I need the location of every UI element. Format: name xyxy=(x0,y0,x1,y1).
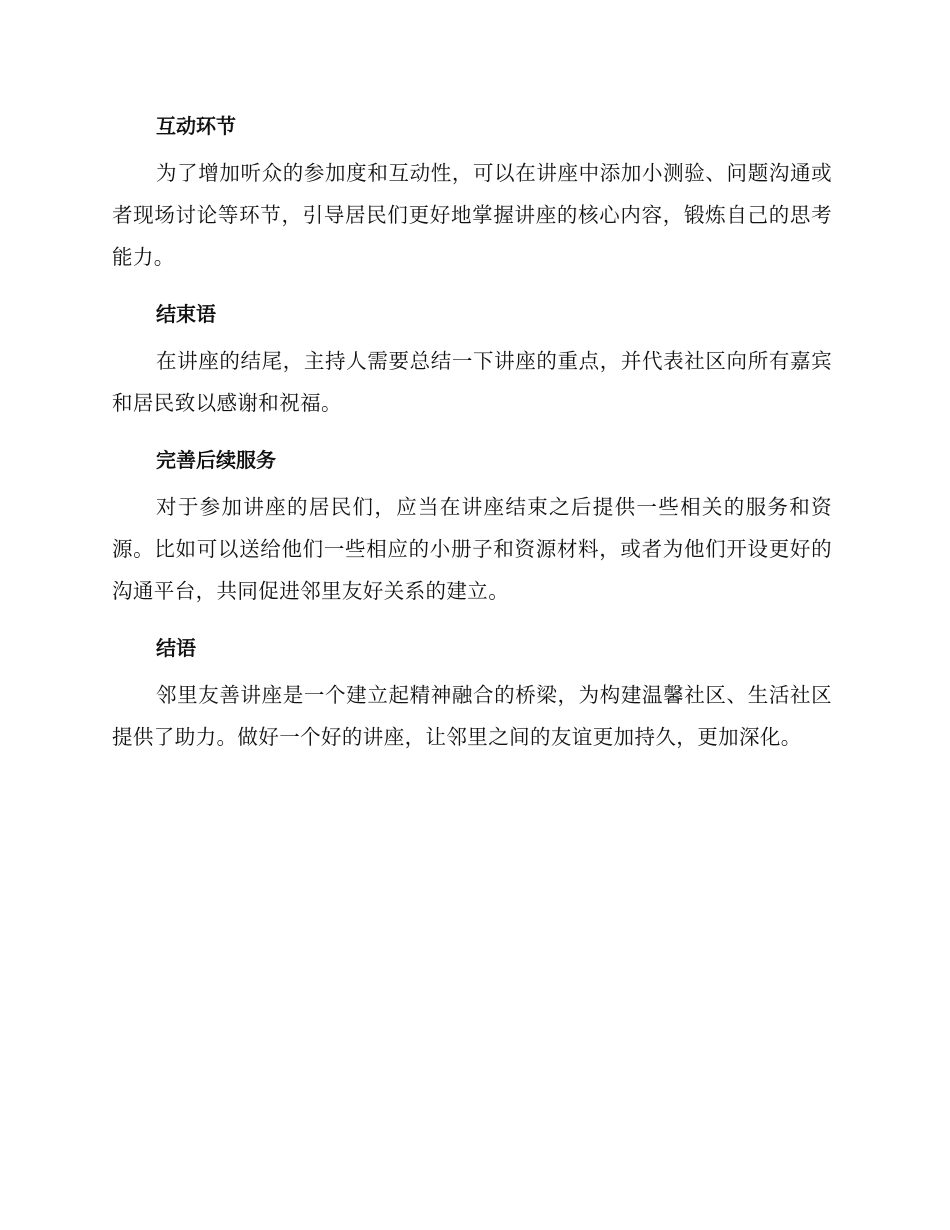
section-heading: 结束语 xyxy=(156,302,216,326)
section-interaction xyxy=(112,100,832,278)
document-content xyxy=(112,100,832,768)
section-conclusion xyxy=(112,622,832,758)
section-paragraph: 邻里友善讲座是一个建立起精神融合的桥梁，为构建温馨社区、生活社区提供了助力。做好一个好的讲座，让邻里之间的友谊更加持久，更加深化。 xyxy=(112,683,832,749)
section-heading: 互动环节 xyxy=(156,114,236,138)
section-follow-up-services xyxy=(112,434,832,612)
section-paragraph: 为了增加听众的参加度和互动性，可以在讲座中添加小测验、问题沟通或者现场讨论等环节，引导居民们更好地掌握讲座的核心内容，锻炼自己的思考能力。 xyxy=(112,161,832,269)
section-closing-remarks xyxy=(112,288,832,424)
section-heading: 完善后续服务 xyxy=(156,448,276,472)
section-paragraph: 对于参加讲座的居民们，应当在讲座结束之后提供一些相关的服务和资源。比如可以送给他们一些相应的小册子和资源材料，或者为他们开设更好的沟通平台，共同促进邻里友好关系的建立。 xyxy=(112,495,832,603)
section-paragraph: 在讲座的结尾，主持人需要总结一下讲座的重点，并代表社区向所有嘉宾和居民致以感谢和祝福。 xyxy=(112,349,832,415)
section-heading: 结语 xyxy=(156,636,196,660)
